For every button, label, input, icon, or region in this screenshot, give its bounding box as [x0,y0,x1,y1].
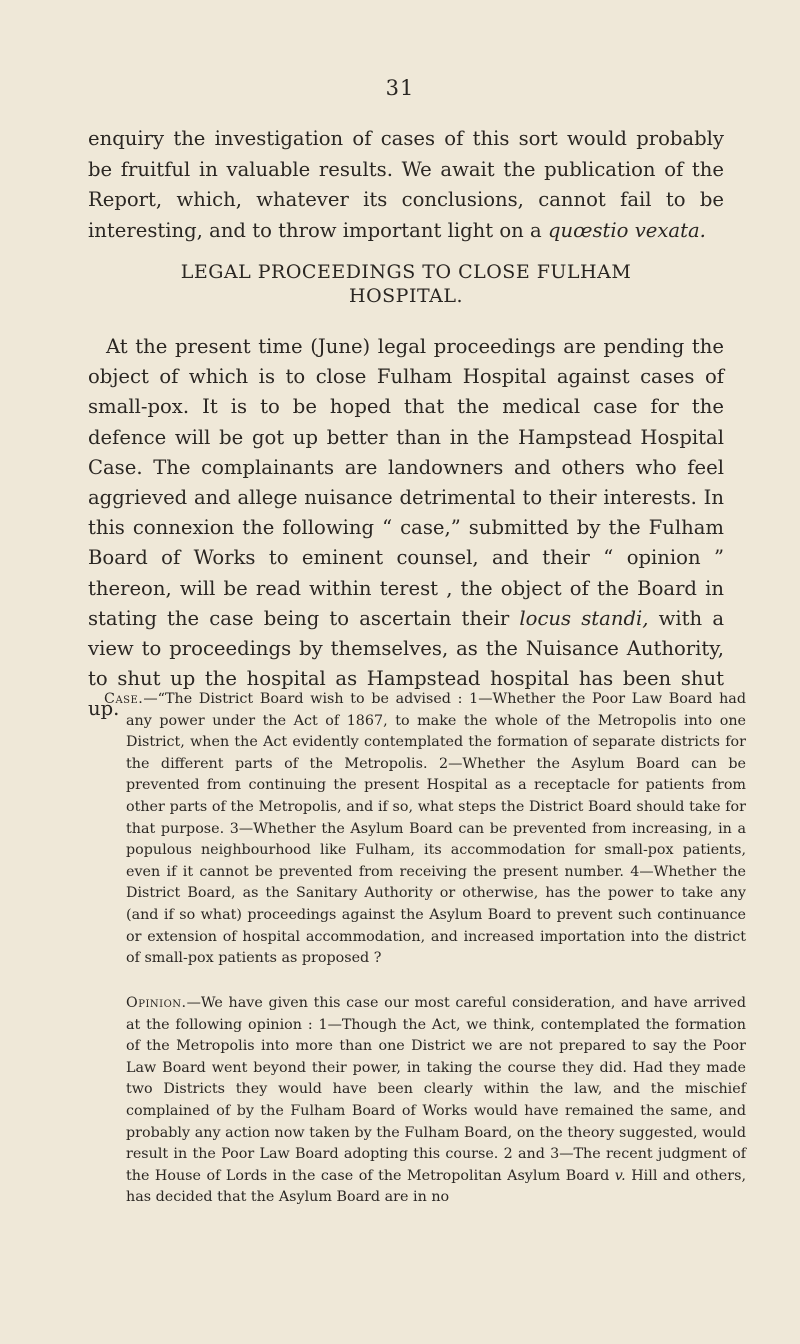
opinion-italic: v. [614,1167,626,1184]
section-heading [88,260,724,308]
body-italic: locus standi, [519,606,649,630]
opinion-text: —We have given this case our most careful consideration, and have arrived at the following opinion : 1—Though the Act, we think, contemplated the formation of the Metropolis into more than one District we are not prepared to say the Poor Law Board went beyond their power, in taking the course they did. Had they made two Districts they would have been clearly within the law, and the mischief complained of by the Fulham Board of Works would have remained the same, and probably any action now taken by the Fulham Board, on the theory suggested, would result in the Poor Law Board adopting this course. 2 and 3—The recent judgment of the House of Lords in the case of the Metropolitan Asylum Board [126,995,746,1184]
heading-line-1: LEGAL PROCEEDINGS TO CLOSE FULHAM [180,261,632,283]
case-paragraph [104,689,746,970]
body-text: At the present time (June) legal proceedings are pending the object of which is to close Fulham Hospital against cases of small-pox. It is to be hoped that the medical case for the defence will be got up better than in the Hampstead Hospital Case. The complainants are landowners and others who feel aggrieved and allege nuisance detrimental to their interests. In this connexion the following “ case,” submitted by the Fulham Board of Works to eminent counsel, and their “ opinion ” thereon, will be read within terest , the object of the Board in stating the case being to ascertain their [88,335,724,630]
page-number: 31 [385,76,415,100]
opinion-label: Opinion. [126,995,187,1011]
intro-paragraph [88,124,724,246]
body-text-end: with a view to proceedings by themselves, as the Nuisance Authority, to shut up the hospital as Hampstead hospital has been shut up. [88,606,724,721]
intro-text: enquiry the investigation of cases of this sort would probably be fruitful in valuable results. We await the publication of the Report, which, whatever its conclusions, cannot fail to be interesting, and to throw important light on a [88,127,724,242]
case-label: Case. [104,691,144,707]
heading-line-2: HOSPITAL. [349,285,463,307]
body-paragraph [88,332,724,725]
opinion-text-end: Hill and others, has decided that the Asylum Board are in no [126,1167,746,1206]
opinion-paragraph [104,993,746,1209]
case-text: —“The District Board wish to be advised : 1—Whether the Poor Law Board had any power under the Act of 1867, to make the whole of the Metropolis into one District, when the Act evidently contemplated the formation of separate districts for the different parts of the Metropolis. 2—Whether the Asylum Board can be prevented from continuing the present Hospital as a receptacle for patients from other parts of the Metropolis, and if so, what steps the District Board should take for that purpose. 3—Whether the Asylum Board can be prevented from increasing, in a populous neighbourhood like Fulham, its accommodation for small-pox patients, even if it cannot be prevented from receiving the present number. 4—Whether the District Board, as the Sanitary Authority or otherwise, has the power to take any (and if so what) proceedings against the Asylum Board to prevent such continuance or extension of hospital accommodation, and increased importation into the district of small-pox patients as proposed ? [126,691,746,967]
intro-italic: quœstio vexata. [547,218,706,242]
